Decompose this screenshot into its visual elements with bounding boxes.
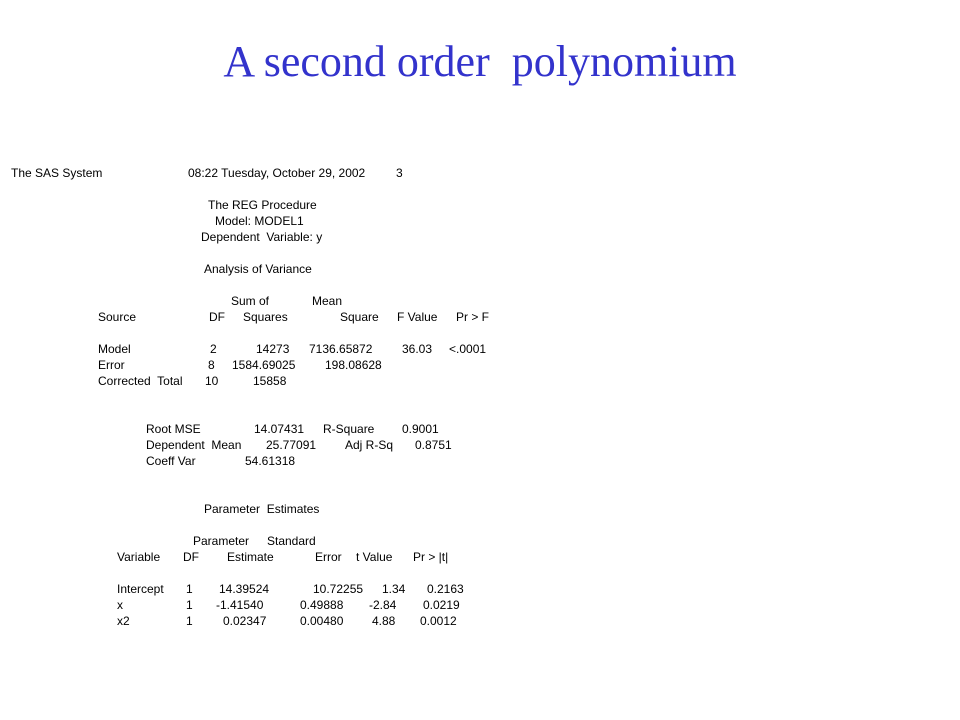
params-cell: x2 [117,614,130,628]
anova-col-header: DF [209,310,225,324]
run-timestamp: 08:22 Tuesday, October 29, 2002 [188,166,366,180]
fit-label: Dependent Mean [146,438,242,452]
anova-title: Analysis of Variance [204,262,312,276]
fit-value: 14.07431 [254,422,305,436]
params-cell: 0.0012 [420,614,457,628]
anova-col-header: Source [98,310,137,324]
params-cell: 0.0219 [423,598,460,612]
params-col-header: Pr > |t| [413,550,449,564]
params-cell: 1.34 [382,582,406,596]
anova-cell: 10 [205,374,219,388]
anova-col-header: Square [340,310,379,324]
anova-header-sum-of: Sum of [231,294,270,308]
params-cell: x [117,598,123,612]
params-header-standard: Standard [267,534,316,548]
params-col-header: Error [315,550,342,564]
params-header-parameter: Parameter [193,534,250,548]
slide-title: A second order polynomium [223,37,737,86]
params-cell: 0.00480 [300,614,344,628]
anova-cell: 7136.65872 [309,342,373,356]
params-cell: -2.84 [369,598,397,612]
params-col-header: DF [183,550,199,564]
fit-label: Adj R-Sq [345,438,394,452]
model-name: Model: MODEL1 [215,214,304,228]
params-cell: 0.02347 [223,614,267,628]
anova-cell: <.0001 [449,342,487,356]
anova-header-mean: Mean [312,294,343,308]
anova-col-header: F Value [397,310,438,324]
fit-label: Coeff Var [146,454,196,468]
page-number: 3 [396,166,403,180]
anova-col-header: Squares [243,310,288,324]
anova-cell: 198.08628 [325,358,382,372]
fit-value: 0.9001 [402,422,439,436]
anova-cell: Error [98,358,125,372]
params-cell: 1 [186,582,193,596]
fit-value: 25.77091 [266,438,317,452]
params-cell: 10.72255 [313,582,364,596]
fit-label: Root MSE [146,422,201,436]
anova-cell: 2 [210,342,217,356]
anova-cell: 14273 [256,342,290,356]
params-cell: 1 [186,598,193,612]
params-col-header: Estimate [227,550,274,564]
params-cell: -1.41540 [216,598,264,612]
anova-cell: 15858 [253,374,287,388]
anova-cell: 8 [208,358,215,372]
params-col-header: t Value [356,550,393,564]
params-cell: 0.2163 [427,582,464,596]
params-col-header: Variable [117,550,161,564]
params-cell: 14.39524 [219,582,270,596]
sas-system-label: The SAS System [11,166,103,180]
params-cell: Intercept [117,582,164,596]
dependent-variable: Dependent Variable: y [201,230,323,244]
anova-cell: Corrected Total [98,374,183,388]
params-title: Parameter Estimates [204,502,320,516]
anova-cell: 36.03 [402,342,433,356]
params-cell: 4.88 [372,614,396,628]
params-cell: 0.49888 [300,598,344,612]
anova-col-header: Pr > F [456,310,490,324]
fit-value: 54.61318 [245,454,296,468]
fit-value: 0.8751 [415,438,452,452]
fit-label: R-Square [323,422,375,436]
anova-cell: 1584.69025 [232,358,296,372]
anova-cell: Model [98,342,131,356]
params-cell: 1 [186,614,193,628]
procedure-name: The REG Procedure [208,198,317,212]
